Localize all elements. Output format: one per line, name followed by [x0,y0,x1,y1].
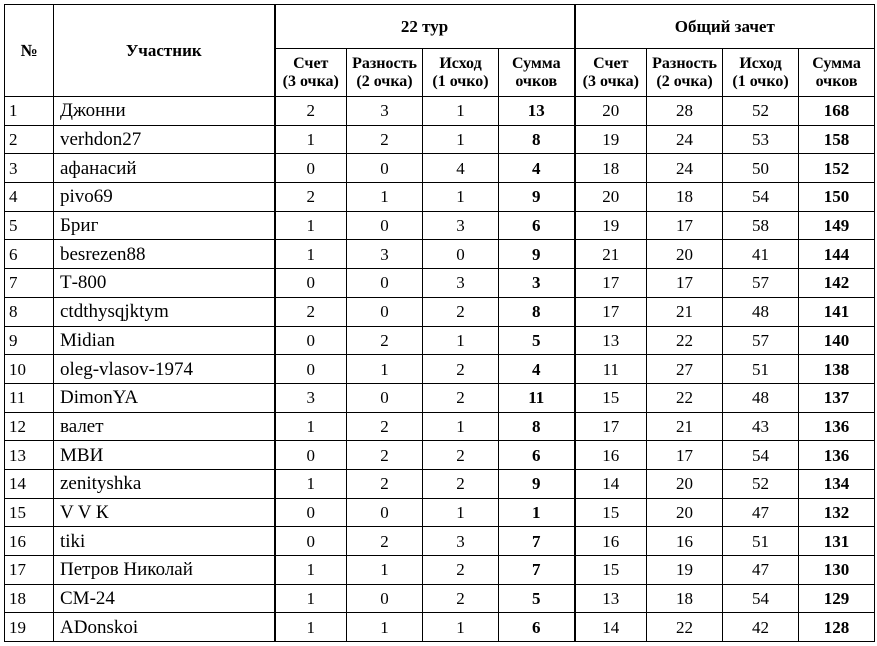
subheader-round-1 [347,49,423,97]
total-score-cell: 19 [575,125,647,154]
total-outcome-cell: 41 [723,240,799,269]
round-diff-cell: 2 [347,326,423,355]
total-score-cell: 20 [575,97,647,126]
round-outcome-cell: 1 [423,97,499,126]
round-diff-cell: 2 [347,441,423,470]
round-sum-cell: 6 [499,441,575,470]
round-diff-cell: 2 [347,469,423,498]
total-sum-cell: 138 [799,355,875,384]
total-diff-cell: 20 [647,469,723,498]
round-diff-cell: 3 [347,97,423,126]
total-outcome-cell: 54 [723,441,799,470]
table-row [5,211,875,240]
total-outcome-cell: 53 [723,125,799,154]
total-sum-cell: 168 [799,97,875,126]
round-score-cell: 0 [275,269,347,298]
table-row [5,527,875,556]
round-outcome-cell: 1 [423,412,499,441]
participant-name: tiki [54,527,275,556]
row-number: 15 [5,498,54,527]
round-diff-cell: 0 [347,584,423,613]
row-number: 1 [5,97,54,126]
round-score-cell: 0 [275,441,347,470]
total-outcome-cell: 42 [723,613,799,642]
round-score-cell: 1 [275,211,347,240]
round-diff-cell: 1 [347,183,423,212]
header-total: Общий зачет [575,5,875,49]
total-outcome-cell: 54 [723,183,799,212]
total-score-cell: 17 [575,297,647,326]
round-outcome-cell: 2 [423,355,499,384]
table-row [5,441,875,470]
total-sum-cell: 149 [799,211,875,240]
total-sum-cell: 136 [799,441,875,470]
round-diff-cell: 1 [347,613,423,642]
total-sum-cell: 134 [799,469,875,498]
table-row [5,125,875,154]
table-row [5,269,875,298]
subheader-round-0 [275,49,347,97]
total-score-cell: 14 [575,469,647,498]
table-row [5,613,875,642]
table-row [5,556,875,585]
total-outcome-cell: 51 [723,355,799,384]
round-outcome-cell: 2 [423,584,499,613]
table-row [5,412,875,441]
total-diff-cell: 17 [647,441,723,470]
total-outcome-cell: 43 [723,412,799,441]
total-sum-cell: 150 [799,183,875,212]
total-outcome-cell: 54 [723,584,799,613]
total-diff-cell: 22 [647,613,723,642]
row-number: 6 [5,240,54,269]
table-row [5,154,875,183]
total-outcome-cell: 48 [723,383,799,412]
round-outcome-cell: 2 [423,469,499,498]
subheader-line-1: Исход [739,54,782,72]
table-row [5,183,875,212]
total-score-cell: 14 [575,613,647,642]
participant-name: DimonYA [54,383,275,412]
participant-name: ctdthysqjktym [54,297,275,326]
participant-name: валет [54,412,275,441]
total-score-cell: 13 [575,326,647,355]
participant-name: Midian [54,326,275,355]
round-outcome-cell: 3 [423,527,499,556]
total-outcome-cell: 52 [723,97,799,126]
row-number: 10 [5,355,54,384]
row-number: 2 [5,125,54,154]
participant-name: МВИ [54,441,275,470]
row-number: 11 [5,383,54,412]
total-diff-cell: 20 [647,498,723,527]
round-score-cell: 1 [275,412,347,441]
total-sum-cell: 130 [799,556,875,585]
subheader-line-2: (3 очка) [282,72,339,90]
round-sum-cell: 9 [499,183,575,212]
round-score-cell: 1 [275,584,347,613]
participant-name: pivo69 [54,183,275,212]
total-diff-cell: 21 [647,412,723,441]
total-score-cell: 16 [575,527,647,556]
subheader-line-1: Разность [352,54,417,72]
total-score-cell: 20 [575,183,647,212]
total-outcome-cell: 58 [723,211,799,240]
total-sum-cell: 142 [799,269,875,298]
participant-name: besrezen88 [54,240,275,269]
total-score-cell: 15 [575,383,647,412]
total-sum-cell: 131 [799,527,875,556]
total-diff-cell: 24 [647,125,723,154]
row-number: 18 [5,584,54,613]
round-sum-cell: 4 [499,154,575,183]
round-diff-cell: 0 [347,383,423,412]
table-row [5,326,875,355]
subheader-line-2: очков [815,72,858,90]
table-row [5,383,875,412]
total-diff-cell: 21 [647,297,723,326]
total-score-cell: 15 [575,556,647,585]
row-number: 5 [5,211,54,240]
round-score-cell: 0 [275,527,347,556]
total-sum-cell: 137 [799,383,875,412]
round-outcome-cell: 2 [423,441,499,470]
round-outcome-cell: 3 [423,269,499,298]
round-sum-cell: 7 [499,527,575,556]
total-score-cell: 17 [575,412,647,441]
table-row [5,355,875,384]
round-sum-cell: 13 [499,97,575,126]
round-sum-cell: 8 [499,297,575,326]
round-score-cell: 2 [275,297,347,326]
participant-name: СМ-24 [54,584,275,613]
participant-name: Петров Николай [54,556,275,585]
total-score-cell: 13 [575,584,647,613]
total-sum-cell: 152 [799,154,875,183]
round-diff-cell: 1 [347,355,423,384]
total-sum-cell: 144 [799,240,875,269]
total-diff-cell: 16 [647,527,723,556]
header-participant: Участник [54,5,275,97]
total-score-cell: 11 [575,355,647,384]
round-score-cell: 1 [275,240,347,269]
total-sum-cell: 136 [799,412,875,441]
round-outcome-cell: 4 [423,154,499,183]
table-row [5,297,875,326]
round-outcome-cell: 1 [423,326,499,355]
total-outcome-cell: 47 [723,498,799,527]
round-sum-cell: 5 [499,584,575,613]
participant-name: Джонни [54,97,275,126]
total-outcome-cell: 57 [723,326,799,355]
round-sum-cell: 3 [499,269,575,298]
round-outcome-cell: 2 [423,297,499,326]
standings-body [5,97,875,642]
round-outcome-cell: 0 [423,240,499,269]
round-diff-cell: 2 [347,125,423,154]
round-score-cell: 3 [275,383,347,412]
total-diff-cell: 18 [647,183,723,212]
round-diff-cell: 2 [347,412,423,441]
total-outcome-cell: 48 [723,297,799,326]
round-sum-cell: 1 [499,498,575,527]
round-score-cell: 1 [275,125,347,154]
subheader-line-2: (2 очка) [356,72,413,90]
total-diff-cell: 17 [647,211,723,240]
round-sum-cell: 11 [499,383,575,412]
round-diff-cell: 1 [347,556,423,585]
subheader-line-2: очков [515,72,558,90]
round-diff-cell: 3 [347,240,423,269]
round-diff-cell: 0 [347,154,423,183]
row-number: 12 [5,412,54,441]
round-outcome-cell: 2 [423,556,499,585]
row-number: 4 [5,183,54,212]
participant-name: афанасий [54,154,275,183]
total-sum-cell: 141 [799,297,875,326]
round-sum-cell: 9 [499,469,575,498]
row-number: 7 [5,269,54,298]
round-diff-cell: 0 [347,211,423,240]
subheader-total-1 [647,49,723,97]
row-number: 16 [5,527,54,556]
header-round: 22 тур [275,5,575,49]
subheader-line-1: Сумма [812,54,861,72]
row-number: 14 [5,469,54,498]
subheader-total-2 [723,49,799,97]
round-score-cell: 1 [275,556,347,585]
round-outcome-cell: 1 [423,613,499,642]
row-number: 19 [5,613,54,642]
total-diff-cell: 22 [647,326,723,355]
round-diff-cell: 0 [347,269,423,298]
total-diff-cell: 27 [647,355,723,384]
total-score-cell: 17 [575,269,647,298]
round-sum-cell: 9 [499,240,575,269]
total-diff-cell: 22 [647,383,723,412]
participant-name: Т-800 [54,269,275,298]
round-sum-cell: 7 [499,556,575,585]
round-sum-cell: 6 [499,613,575,642]
participant-name: ADonskoi [54,613,275,642]
total-diff-cell: 24 [647,154,723,183]
round-sum-cell: 6 [499,211,575,240]
participant-name: zenityshka [54,469,275,498]
standings-table [4,4,875,642]
round-score-cell: 2 [275,97,347,126]
round-outcome-cell: 2 [423,383,499,412]
total-sum-cell: 132 [799,498,875,527]
subheader-total-0 [575,49,647,97]
total-diff-cell: 18 [647,584,723,613]
total-sum-cell: 158 [799,125,875,154]
total-outcome-cell: 51 [723,527,799,556]
round-outcome-cell: 1 [423,498,499,527]
subheader-line-1: Счет [593,54,629,72]
total-score-cell: 16 [575,441,647,470]
total-outcome-cell: 57 [723,269,799,298]
total-sum-cell: 140 [799,326,875,355]
participant-name: verhdon27 [54,125,275,154]
row-number: 3 [5,154,54,183]
total-outcome-cell: 52 [723,469,799,498]
round-outcome-cell: 1 [423,183,499,212]
total-diff-cell: 28 [647,97,723,126]
round-score-cell: 0 [275,498,347,527]
total-diff-cell: 17 [647,269,723,298]
round-score-cell: 2 [275,183,347,212]
participant-name: V V К [54,498,275,527]
row-number: 8 [5,297,54,326]
participant-name: oleg-vlasov-1974 [54,355,275,384]
round-outcome-cell: 3 [423,211,499,240]
row-number: 17 [5,556,54,585]
total-sum-cell: 128 [799,613,875,642]
subheader-total-3 [799,49,875,97]
round-score-cell: 0 [275,154,347,183]
header-num: № [5,5,54,97]
round-outcome-cell: 1 [423,125,499,154]
round-diff-cell: 0 [347,498,423,527]
subheader-line-1: Разность [652,54,717,72]
total-diff-cell: 19 [647,556,723,585]
subheader-line-2: (3 очка) [582,72,639,90]
table-row [5,240,875,269]
round-sum-cell: 5 [499,326,575,355]
total-outcome-cell: 50 [723,154,799,183]
participant-name: Бриг [54,211,275,240]
row-number: 13 [5,441,54,470]
round-sum-cell: 8 [499,412,575,441]
total-score-cell: 18 [575,154,647,183]
subheader-line-1: Исход [439,54,482,72]
total-outcome-cell: 47 [723,556,799,585]
round-diff-cell: 0 [347,297,423,326]
total-diff-cell: 20 [647,240,723,269]
total-score-cell: 15 [575,498,647,527]
round-score-cell: 1 [275,613,347,642]
total-score-cell: 21 [575,240,647,269]
subheader-line-2: (2 очка) [656,72,713,90]
round-score-cell: 0 [275,326,347,355]
total-sum-cell: 129 [799,584,875,613]
subheader-line-2: (1 очко) [432,72,489,90]
round-score-cell: 0 [275,355,347,384]
row-number: 9 [5,326,54,355]
subheader-line-1: Счет [293,54,329,72]
round-sum-cell: 8 [499,125,575,154]
table-row [5,584,875,613]
round-score-cell: 1 [275,469,347,498]
round-sum-cell: 4 [499,355,575,384]
table-row [5,469,875,498]
subheader-line-1: Сумма [511,54,561,72]
subheader-round-2 [423,49,499,97]
round-diff-cell: 2 [347,527,423,556]
subheader-round-3 [499,49,575,97]
table-row [5,498,875,527]
total-score-cell: 19 [575,211,647,240]
table-row [5,97,875,126]
subheader-line-2: (1 очко) [732,72,789,90]
